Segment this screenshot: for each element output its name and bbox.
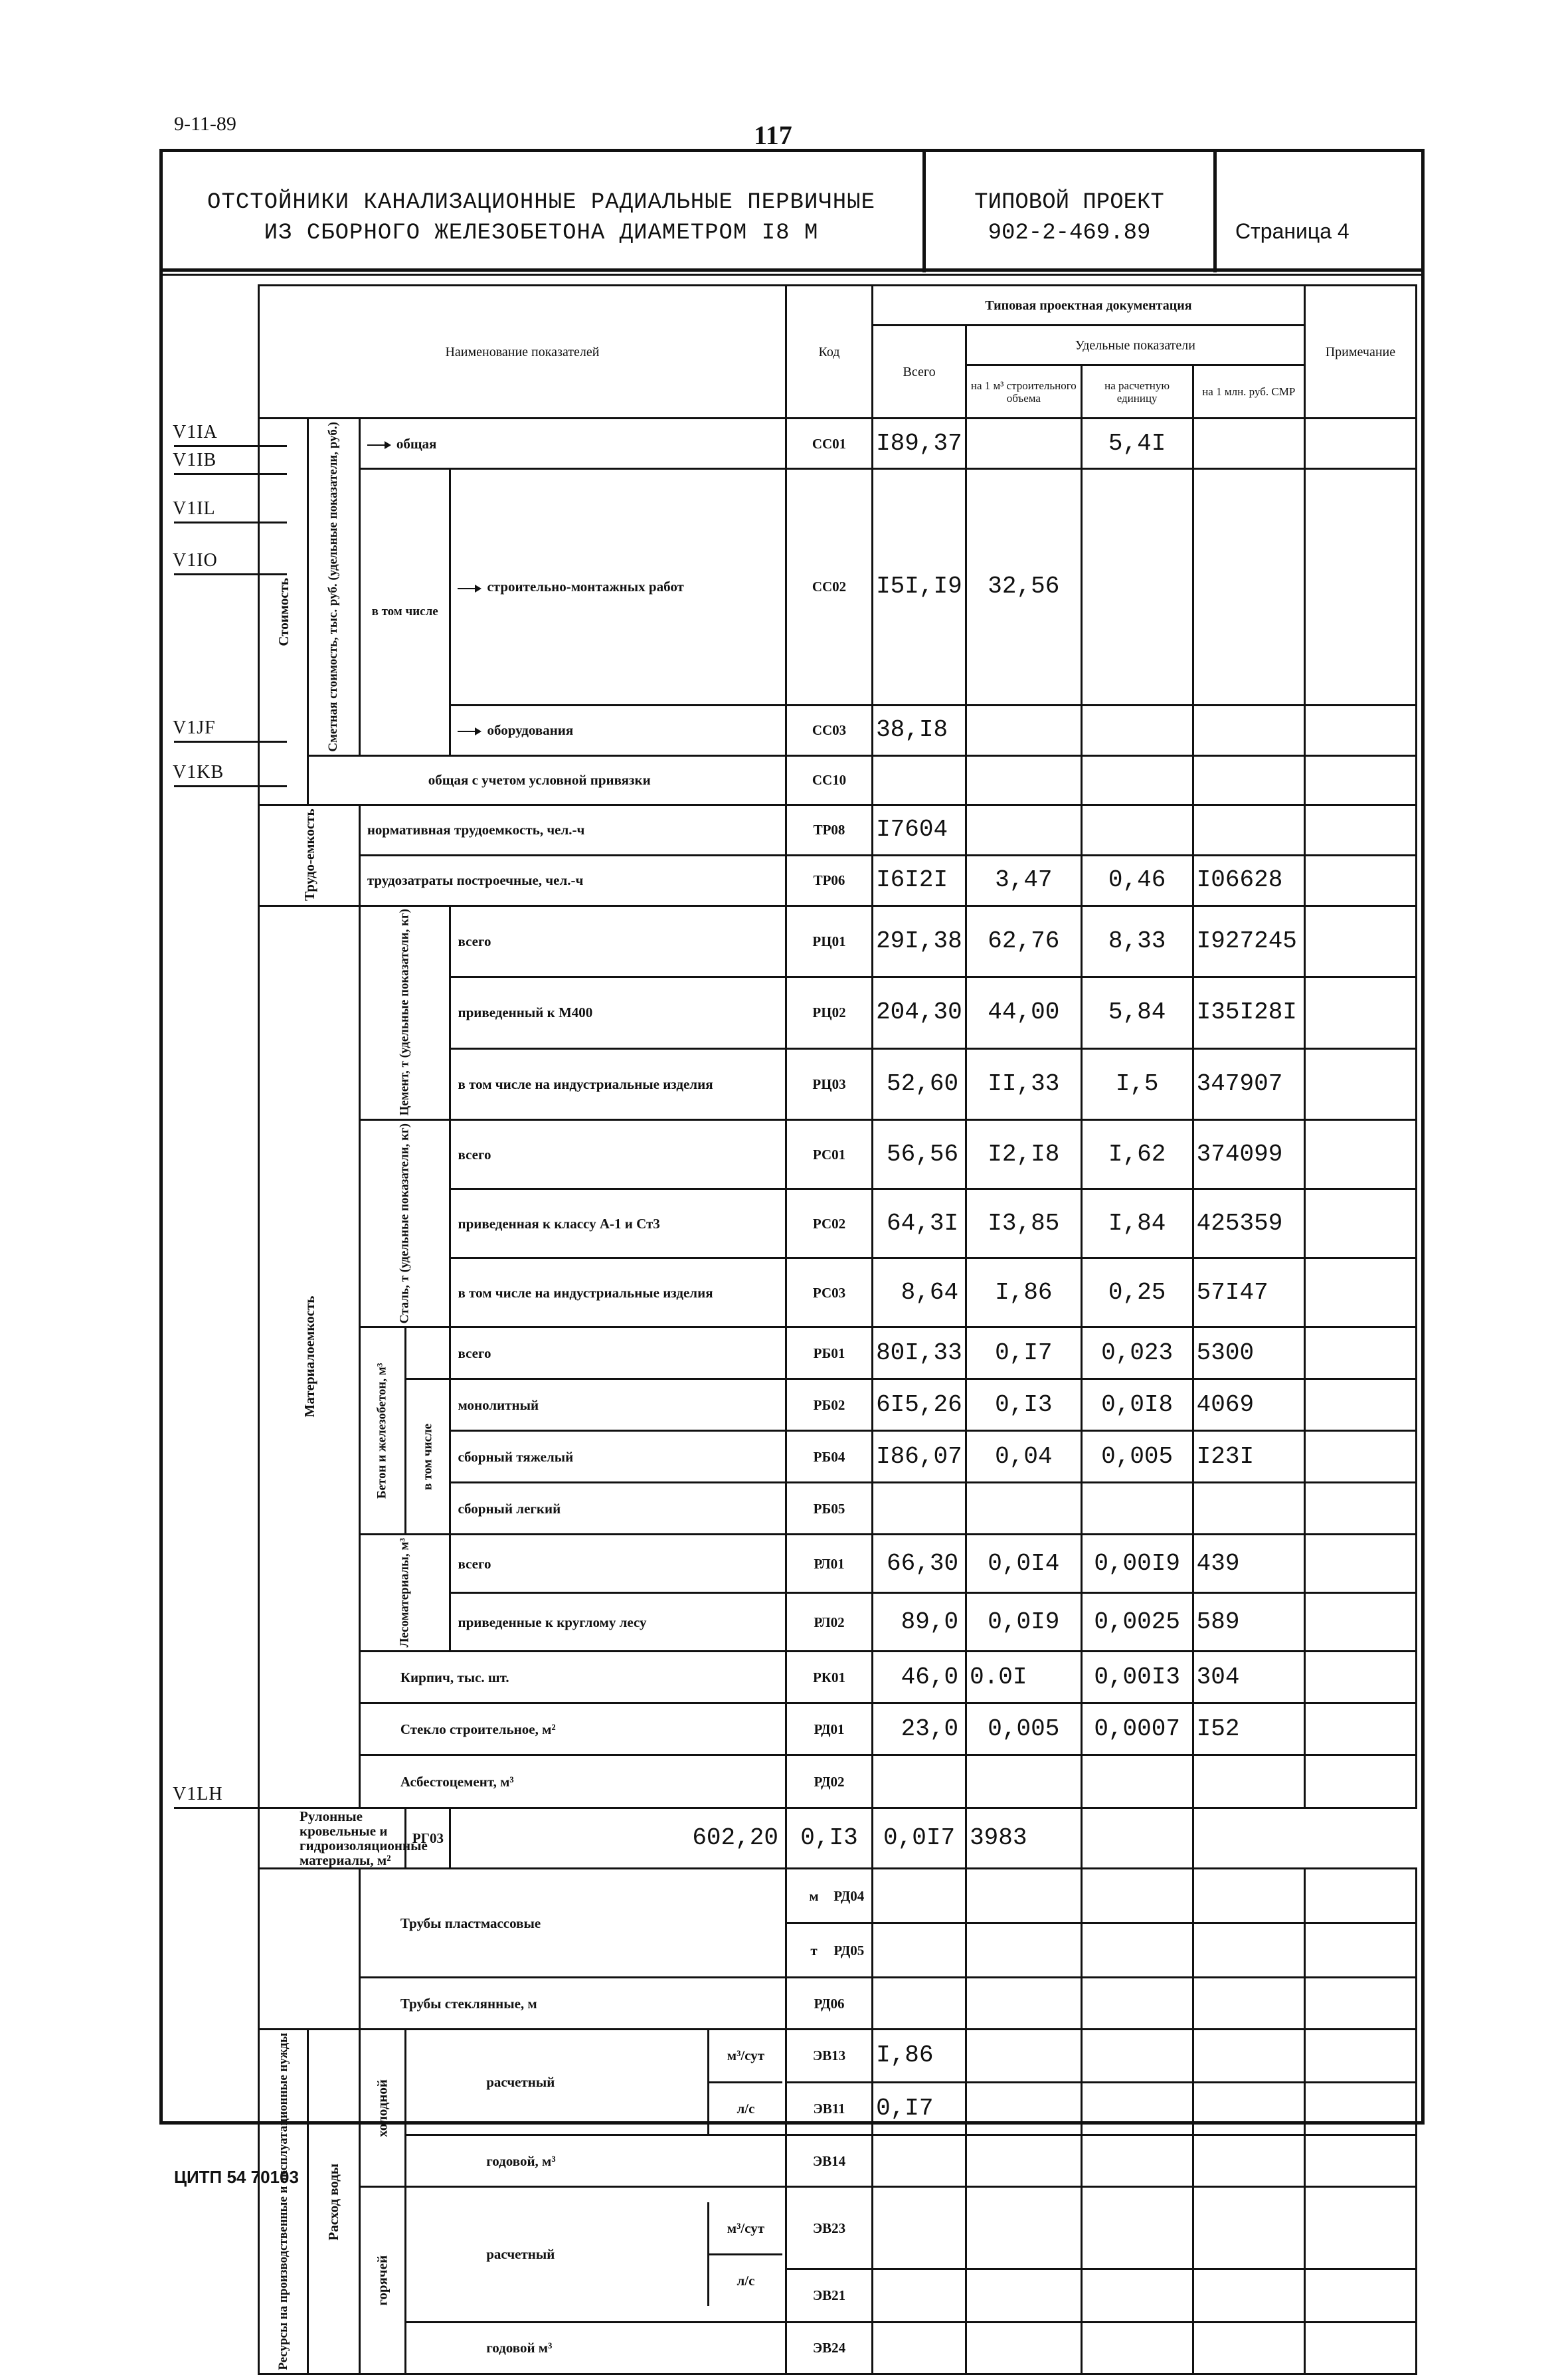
- unit-ev14: [1081, 2135, 1193, 2187]
- mln-rb01: 5300: [1193, 1327, 1304, 1379]
- unit-ev11: [1081, 2082, 1193, 2135]
- m3-rb05: [966, 1483, 1082, 1535]
- row-name-rd02: Асбестоцемент, м³: [359, 1755, 786, 1808]
- m3-cc02: 32,56: [966, 469, 1082, 706]
- unit-label-rd04: м: [809, 1887, 819, 1904]
- m3-rd01: 0,005: [966, 1703, 1082, 1755]
- mln-rs02: 425359: [1193, 1189, 1304, 1258]
- m3-ev11: [966, 2082, 1082, 2135]
- table-row: [259, 1808, 1417, 1869]
- total-cc01: I89,37: [873, 419, 966, 469]
- code-ev23: ЭВ23: [786, 2187, 872, 2269]
- unit-rc03: I,5: [1081, 1048, 1193, 1119]
- unit-rl02: 0,0025: [1081, 1593, 1193, 1652]
- total-rd04: [873, 1869, 966, 1923]
- unit-rs01: I,62: [1081, 1120, 1193, 1189]
- code-rl01: РЛ01: [786, 1535, 872, 1593]
- m3-rl01: 0,0I4: [966, 1535, 1082, 1593]
- total-rs03: 8,64: [873, 1258, 966, 1327]
- note-rc03: [1304, 1048, 1416, 1119]
- title-block: [179, 187, 903, 248]
- unit-cc03: [1081, 705, 1193, 755]
- row-name-tr06: трудозатраты построечные, чел.-ч: [359, 855, 786, 905]
- marker-v1ia: V1IA: [173, 422, 218, 442]
- m3-rs02: I3,85: [966, 1189, 1082, 1258]
- unit-rb04: 0,005: [1081, 1431, 1193, 1483]
- table-row: [259, 905, 1417, 977]
- total-ev14: [873, 2135, 966, 2187]
- page-label: Страница 4: [1235, 219, 1350, 243]
- total-ev21: [873, 2269, 966, 2323]
- unit-rd05: [1081, 1923, 1193, 1978]
- group-cold: холодной: [359, 2030, 405, 2187]
- row-name-pipes-plastic: [359, 1869, 786, 1978]
- unit-rd06: [1081, 1978, 1193, 2030]
- unit-rs03: 0,25: [1081, 1258, 1193, 1327]
- pipes-blank: [259, 1869, 360, 2030]
- note-ev23: [1304, 2187, 1416, 2269]
- m3-ev24: [966, 2322, 1082, 2374]
- mln-cc10: [1193, 755, 1304, 805]
- row-name-rs01: всего: [450, 1120, 786, 1189]
- row-name-rg03: Рулонные кровельные и гидроизоляционные материалы, м²: [259, 1808, 406, 1869]
- note-cc01: [1304, 419, 1416, 469]
- header-code: Код: [786, 286, 872, 419]
- note-rd04: [1304, 1869, 1416, 1923]
- total-cc02: I5I,I9: [873, 469, 966, 706]
- code-rs03: РС03: [786, 1258, 872, 1327]
- row-name-ev14: годовой, м³: [406, 2135, 786, 2187]
- table-row: [259, 1379, 1417, 1431]
- row-name-rc01: всего: [450, 905, 786, 977]
- concrete-including: в том числе: [406, 1379, 450, 1535]
- mln-rb05: [1193, 1483, 1304, 1535]
- mln-rc03: 347907: [1193, 1048, 1304, 1119]
- mln-rd01: I52: [1193, 1703, 1304, 1755]
- pipes-plastic-label: Трубы пластмассовые: [400, 1915, 541, 1931]
- total-ev24: [873, 2322, 966, 2374]
- mln-rg03: 3983: [966, 1808, 1082, 1869]
- total-rs01: 56,56: [873, 1120, 966, 1189]
- table-row: [259, 2135, 1417, 2187]
- total-rs02: 64,3I: [873, 1189, 966, 1258]
- total-rk01: 46,0: [873, 1652, 966, 1703]
- note-ev13: [1304, 2030, 1416, 2083]
- mln-rd06: [1193, 1978, 1304, 2030]
- m3-cc03: [966, 705, 1082, 755]
- row-name-rl02: приведенные к круглому лесу: [450, 1593, 786, 1652]
- unit-ev21: [1081, 2269, 1193, 2323]
- unit-rb05: [1081, 1483, 1193, 1535]
- row-name-cc10: общая с учетом условной привязки: [307, 755, 786, 805]
- code-rd05: [786, 1923, 872, 1978]
- m3-rc02: 44,00: [966, 977, 1082, 1048]
- total-rl02: 89,0: [873, 1593, 966, 1652]
- marker-v1io: V1IO: [173, 550, 218, 571]
- table-row: [259, 2322, 1417, 2374]
- row-name-cc02: строительно-монтажных работ: [450, 469, 786, 706]
- unit-rs02: I,84: [1081, 1189, 1193, 1258]
- code-cc02: СС02: [786, 469, 872, 706]
- m3-cc01: [966, 419, 1082, 469]
- unit-ev23: [1081, 2187, 1193, 2269]
- total-rb05: [873, 1483, 966, 1535]
- code-rb02: РБ02: [786, 1379, 872, 1431]
- note-rd05: [1304, 1923, 1416, 1978]
- total-rb01: 80I,33: [873, 1327, 966, 1379]
- total-rc01: 29I,38: [873, 905, 966, 977]
- unit-rc02: 5,84: [1081, 977, 1193, 1048]
- row-name-rd06: Трубы стеклянные, м: [359, 1978, 786, 2030]
- total-ev23: [873, 2187, 966, 2269]
- table-row: [259, 755, 1417, 805]
- row-name-rs03: в том числе на индустриальные изделия: [450, 1258, 786, 1327]
- unit-ev24: [1081, 2322, 1193, 2374]
- row-name-tr08: нормативная трудоемкость, чел.-ч: [359, 805, 786, 855]
- total-rl01: 66,30: [873, 1535, 966, 1593]
- mln-rl02: 589: [1193, 1593, 1304, 1652]
- m3-ev14: [966, 2135, 1082, 2187]
- row-name-rb04: сборный тяжелый: [450, 1431, 786, 1483]
- note-rc02: [1304, 977, 1416, 1048]
- code-label-rd05: РД05: [833, 1942, 865, 1958]
- header-divider-thin: [159, 274, 1425, 276]
- group-materials: Материалоемкость: [259, 905, 360, 1808]
- code-rb04: РБ04: [786, 1431, 872, 1483]
- table-row: [259, 855, 1417, 905]
- code-rc01: РЦ01: [786, 905, 872, 977]
- group-concrete: Бетон и железобетон, м³: [359, 1327, 405, 1535]
- code-ev21: ЭВ21: [786, 2269, 872, 2323]
- note-rb05: [1304, 1483, 1416, 1535]
- code-ev13: ЭВ13: [786, 2030, 872, 2083]
- mln-cc02: [1193, 469, 1304, 706]
- header-name: Наименование показателей: [259, 286, 786, 419]
- group-resources: Ресурсы на производственные и эксплуатационные нужды: [259, 2030, 308, 2374]
- table-row: [259, 1120, 1417, 1189]
- m3-rd02: [966, 1755, 1082, 1808]
- header-specific-group: Удельные показатели: [966, 326, 1305, 365]
- note-rs02: [1304, 1189, 1416, 1258]
- group-steel: Сталь, т (удельные показатели, кг): [359, 1120, 450, 1327]
- m3-tr06: 3,47: [966, 855, 1082, 905]
- marker-v1jf: V1JF: [173, 717, 216, 738]
- note-rs03: [1304, 1258, 1416, 1327]
- unit-rk01: 0,00I3: [1081, 1652, 1193, 1703]
- mln-ev13: [1193, 2030, 1304, 2083]
- unit-rb02: 0,0I8: [1081, 1379, 1193, 1431]
- hot-units: [707, 2202, 782, 2306]
- code-label-rd04: РД04: [833, 1887, 865, 1904]
- row-name-rl01: всего: [450, 1535, 786, 1593]
- header-doc-group: Типовая проектная документация: [873, 286, 1305, 326]
- table-row: [259, 469, 1417, 706]
- unit-rl01: 0,00I9: [1081, 1535, 1193, 1593]
- total-rd06: [873, 1978, 966, 2030]
- header-per-unit: на расчетную единицу: [1081, 365, 1193, 419]
- note-ev11: [1304, 2082, 1416, 2135]
- mln-ev21: [1193, 2269, 1304, 2323]
- mln-cc03: [1193, 705, 1304, 755]
- total-rc02: 204,30: [873, 977, 966, 1048]
- unit-tr06: 0,46: [1081, 855, 1193, 905]
- group-water: Расход воды: [307, 2030, 359, 2374]
- unit-tr08: [1081, 805, 1193, 855]
- unit-label-rd05: т: [810, 1942, 818, 1958]
- total-rg03: 602,20: [450, 1808, 786, 1869]
- marker-v1kb: V1KB: [173, 762, 224, 783]
- row-name-rb05: сборный легкий: [450, 1483, 786, 1535]
- m3-rk01: 0.0I: [966, 1652, 1082, 1703]
- code-ev11: ЭВ11: [786, 2082, 872, 2135]
- row-name-rb01: всего: [450, 1327, 786, 1379]
- arrow-icon: [458, 731, 480, 732]
- row-name-rd01: Стекло строительное, м²: [359, 1703, 786, 1755]
- note-rb04: [1304, 1431, 1416, 1483]
- m3-rs03: I,86: [966, 1258, 1082, 1327]
- hot-calc-text: расчетный: [486, 2246, 555, 2263]
- code-rd02: РД02: [786, 1755, 872, 1808]
- code-rd06: РД06: [786, 1978, 872, 2030]
- table-row: [259, 419, 1417, 469]
- mln-rs01: 374099: [1193, 1120, 1304, 1189]
- row-name-cc03: оборудования: [450, 705, 786, 755]
- total-rb04: I86,07: [873, 1431, 966, 1483]
- code-ev24: ЭВ24: [786, 2322, 872, 2374]
- m3-rs01: I2,I8: [966, 1120, 1082, 1189]
- total-rb02: 6I5,26: [873, 1379, 966, 1431]
- header-note: Примечание: [1304, 286, 1416, 419]
- table-row: [259, 1703, 1417, 1755]
- note-cc03: [1304, 705, 1416, 755]
- mln-rb02: 4069: [1193, 1379, 1304, 1431]
- note-rl01: [1304, 1535, 1416, 1593]
- mln-ev24: [1193, 2322, 1304, 2374]
- arrow-icon: [458, 588, 480, 589]
- note-ev24: [1304, 2322, 1416, 2374]
- indicators-table: [258, 284, 1417, 2375]
- including-label: в том числе: [359, 469, 450, 756]
- unit-rb01: 0,023: [1081, 1327, 1193, 1379]
- row-name-rc03: в том числе на индустриальные изделия: [450, 1048, 786, 1119]
- mln-tr06: I06628: [1193, 855, 1304, 905]
- row-name-cc01: общая: [359, 419, 786, 469]
- unit-ev13: [1081, 2030, 1193, 2083]
- marker-v1ib: V1IB: [173, 450, 217, 470]
- code-rl02: РЛ02: [786, 1593, 872, 1652]
- mln-rd02: [1193, 1755, 1304, 1808]
- table-row: [259, 1327, 1417, 1379]
- m3-rc01: 62,76: [966, 905, 1082, 977]
- header-sep-2: [1213, 149, 1217, 272]
- header-sep-1: [922, 149, 926, 272]
- mln-rd05: [1193, 1923, 1304, 1978]
- note-ev14: [1304, 2135, 1416, 2187]
- code-rc03: РЦ03: [786, 1048, 872, 1119]
- code-tr06: ТР06: [786, 855, 872, 905]
- code-rc02: РЦ02: [786, 977, 872, 1048]
- mln-rs03: 57I47: [1193, 1258, 1304, 1327]
- m3-rd06: [966, 1978, 1082, 2030]
- note-rc01: [1304, 905, 1416, 977]
- mln-ev23: [1193, 2187, 1304, 2269]
- code-tr08: ТР08: [786, 805, 872, 855]
- unit-cc10: [1081, 755, 1193, 805]
- code-ev14: ЭВ14: [786, 2135, 872, 2187]
- hot-calc-label: [406, 2187, 786, 2323]
- title-line-2: ИЗ СБОРНОГО ЖЕЛЕЗОБЕТОНА ДИАМЕТРОМ I8 М: [264, 221, 819, 246]
- m3-rb04: 0,04: [966, 1431, 1082, 1483]
- table-row: [259, 1652, 1417, 1703]
- code-rs02: РС02: [786, 1189, 872, 1258]
- note-cc02: [1304, 469, 1416, 706]
- unit-label-ev23: м³/сут: [709, 2202, 782, 2255]
- header-per-m3: на 1 м³ строительного объема: [966, 365, 1082, 419]
- footer-code: ЦИТП 54 70103: [174, 2167, 299, 2187]
- mln-cc01: [1193, 419, 1304, 469]
- m3-rb02: 0,I3: [966, 1379, 1082, 1431]
- note-rk01: [1304, 1652, 1416, 1703]
- marker-v1il: V1IL: [173, 498, 216, 519]
- mln-ev11: [1193, 2082, 1304, 2135]
- m3-rd05: [966, 1923, 1082, 1978]
- m3-ev21: [966, 2269, 1082, 2323]
- header-per-mln: на 1 млн. руб. СМР: [1193, 365, 1304, 419]
- unit-cc02: [1081, 469, 1193, 706]
- mln-rd04: [1193, 1869, 1304, 1923]
- mln-rb04: I23I: [1193, 1431, 1304, 1483]
- mln-rl01: 439: [1193, 1535, 1304, 1593]
- unit-rd01: 0,0007: [1081, 1703, 1193, 1755]
- row-name-rk01: Кирпич, тыс. шт.: [359, 1652, 786, 1703]
- table-row: [259, 2187, 1417, 2269]
- code-rb05: РБ05: [786, 1483, 872, 1535]
- note-rd06: [1304, 1978, 1416, 2030]
- unit-label-ev21: л/с: [737, 2273, 755, 2289]
- total-tr06: I6I2I: [873, 855, 966, 905]
- project-block: [936, 187, 1202, 248]
- arrow-icon: [367, 444, 390, 446]
- group-hot: горячей: [359, 2187, 405, 2374]
- title-line-1: ОТСТОЙНИКИ КАНАЛИЗАЦИОННЫЕ РАДИАЛЬНЫЕ ПЕРВИЧНЫЕ: [207, 190, 875, 215]
- note-rl02: [1304, 1593, 1416, 1652]
- code-rk01: РК01: [786, 1652, 872, 1703]
- m3-ev13: [966, 2030, 1082, 2083]
- row-name-rb02: монолитный: [450, 1379, 786, 1431]
- m3-rg03: 0,I3: [786, 1808, 872, 1869]
- page-number: 117: [754, 120, 792, 150]
- table-row: [259, 805, 1417, 855]
- note-rd01: [1304, 1703, 1416, 1755]
- unit-rg03: 0,0I7: [873, 1808, 966, 1869]
- code-rd01: РД01: [786, 1703, 872, 1755]
- total-tr08: I7604: [873, 805, 966, 855]
- cold-units: [707, 2030, 782, 2134]
- note-rb01: [1304, 1327, 1416, 1379]
- m3-ev23: [966, 2187, 1082, 2269]
- note-rd02: [1304, 1755, 1416, 1808]
- table-row: [259, 1869, 1417, 1923]
- mln-rc02: I35I28I: [1193, 977, 1304, 1048]
- total-ev13: I,86: [873, 2030, 966, 2083]
- group-cost: Стоимость: [259, 419, 308, 805]
- m3-cc10: [966, 755, 1082, 805]
- row-name-rc02: приведенный к М400: [450, 977, 786, 1048]
- cold-calc-text: расчетный: [486, 2074, 555, 2091]
- table-row: [259, 1978, 1417, 2030]
- project-type: ТИПОВОЙ ПРОЕКТ: [974, 190, 1164, 215]
- code-rs01: РС01: [786, 1120, 872, 1189]
- m3-tr08: [966, 805, 1082, 855]
- note-rg03: [1081, 1808, 1193, 1869]
- note-cc10: [1304, 755, 1416, 805]
- total-cc03: 38,I8: [873, 705, 966, 755]
- mln-rc01: I927245: [1193, 905, 1304, 977]
- table-row: [259, 2030, 1417, 2083]
- code-cc10: СС10: [786, 755, 872, 805]
- group-timber: Лесоматериалы, м³: [359, 1535, 450, 1652]
- table-row: [259, 1755, 1417, 1808]
- code-cc01: СС01: [786, 419, 872, 469]
- document-date: 9-11-89: [174, 113, 236, 135]
- mln-rk01: 304: [1193, 1652, 1304, 1703]
- unit-rc01: 8,33: [1081, 905, 1193, 977]
- m3-rd04: [966, 1869, 1082, 1923]
- total-rc03: 52,60: [873, 1048, 966, 1119]
- code-rb01: РБ01: [786, 1327, 872, 1379]
- code-rd04: [786, 1869, 872, 1923]
- mln-ev14: [1193, 2135, 1304, 2187]
- unit-label-ev13: м³/сут: [709, 2030, 782, 2083]
- concrete-blank: [406, 1327, 450, 1379]
- total-rd05: [873, 1923, 966, 1978]
- total-ev11: 0,I7: [873, 2082, 966, 2135]
- code-rg03: РГ03: [406, 1808, 450, 1869]
- unit-rd02: [1081, 1755, 1193, 1808]
- total-cc10: [873, 755, 966, 805]
- total-rd01: 23,0: [873, 1703, 966, 1755]
- group-cost-sub: Сметная стоимость, тыс. руб. (удельные показатели, руб.): [307, 419, 359, 756]
- project-number: 902-2-469.89: [988, 221, 1151, 246]
- table-row: [259, 1535, 1417, 1593]
- note-ev21: [1304, 2269, 1416, 2323]
- table-header-row: [259, 286, 1417, 326]
- note-rs01: [1304, 1120, 1416, 1189]
- note-tr06: [1304, 855, 1416, 905]
- code-cc03: СС03: [786, 705, 872, 755]
- unit-rd04: [1081, 1869, 1193, 1923]
- group-labor: Трудо-емкость: [259, 805, 360, 905]
- note-tr08: [1304, 805, 1416, 855]
- header-total: Всего: [873, 326, 966, 419]
- row-name-rs02: приведенная к классу А-1 и Ст3: [450, 1189, 786, 1258]
- marker-v1lh: V1LH: [173, 1784, 223, 1804]
- row-name-ev24: годовой м³: [406, 2322, 786, 2374]
- unit-label-ev11: л/с: [737, 2100, 755, 2117]
- m3-rc03: II,33: [966, 1048, 1082, 1119]
- m3-rl02: 0,0I9: [966, 1593, 1082, 1652]
- m3-rb01: 0,I7: [966, 1327, 1082, 1379]
- total-rd02: [873, 1755, 966, 1808]
- unit-cc01: 5,4I: [1081, 419, 1193, 469]
- header-divider: [159, 268, 1425, 272]
- group-cement: Цемент, т (удельные показатели, кг): [359, 905, 450, 1119]
- note-rb02: [1304, 1379, 1416, 1431]
- mln-tr08: [1193, 805, 1304, 855]
- cold-calc-label: [406, 2030, 786, 2135]
